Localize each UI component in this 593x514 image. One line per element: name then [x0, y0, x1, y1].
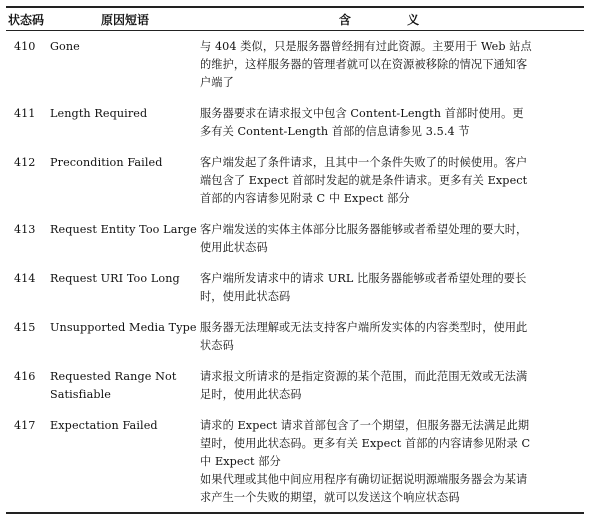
table-row — [6, 363, 584, 412]
meaning-line: 多有关 Content-Length 首部的信息请参见 3.5.4 节 — [200, 125, 470, 138]
table-row — [6, 314, 584, 363]
status-code-cell: 414 — [14, 272, 36, 285]
status-code-cell: 412 — [14, 156, 36, 169]
meaning-line: 足时，使用此状态码 — [200, 388, 302, 401]
meaning-line: 端包含了 Expect 首部时发起的就是条件请求。更多有关 Expect — [200, 174, 528, 187]
meaning-line: 时，使用此状态码 — [200, 290, 291, 303]
meaning-cell — [200, 216, 584, 265]
table-row — [6, 265, 584, 314]
status-code-cell: 416 — [14, 370, 36, 383]
reason-phrase-line: Requested Range Not — [50, 370, 177, 383]
meaning-line: 请求的 Expect 请求首部包含了一个期望，但服务器无法满足此期 — [200, 419, 530, 432]
reason-phrase-line: Satisfiable — [50, 388, 111, 401]
meaning-line: 客户端所发请求中的请求 URL 比服务器能够或者希望处理的要长 — [200, 272, 527, 285]
status-code-cell: 411 — [14, 107, 36, 120]
meaning-cell — [200, 31, 584, 101]
reason-phrase-line: Length Required — [50, 107, 148, 120]
meaning-cell — [200, 314, 584, 363]
meaning-line: 户端了 — [200, 76, 234, 89]
status-code-cell: 415 — [14, 321, 36, 334]
reason-phrase-line: Precondition Failed — [50, 156, 163, 169]
reason-phrase-line: Request URI Too Long — [50, 272, 180, 285]
header-meaning: 含 义 — [200, 7, 584, 31]
meaning-line: 客户端发送的实体主体部分比服务器能够或者希望处理的要大时， — [200, 223, 528, 236]
meaning-line: 如果代理或其他中间应用程序有确切证据说明源端服务器会为某请 — [200, 473, 528, 486]
status-code-cell: 410 — [14, 40, 36, 53]
meaning-cell — [200, 412, 584, 513]
status-code-table — [6, 6, 584, 514]
meaning-cell — [200, 363, 584, 412]
reason-phrase-cell — [50, 216, 200, 265]
status-code-cell: 413 — [14, 223, 36, 236]
reason-phrase-cell — [50, 265, 200, 314]
meaning-line: 请求报文所请求的是指定资源的某个范围，而此范围无效或无法满 — [200, 370, 528, 383]
meaning-line: 的维护，这样服务器的管理者就可以在资源被移除的情况下通知客 — [200, 58, 528, 71]
meaning-cell — [200, 100, 584, 149]
header-reason-phrase: 原因短语 — [50, 7, 200, 31]
table-row — [6, 31, 584, 101]
meaning-line: 服务器要求在请求报文中包含 Content-Length 首部时使用。更 — [200, 107, 524, 120]
reason-phrase-cell — [50, 314, 200, 363]
meaning-line: 服务器无法理解或无法支持客户端所发实体的内容类型时，使用此 — [200, 321, 528, 334]
meaning-line: 望时，使用此状态码。更多有关 Expect 首部的内容请参见附录 C — [200, 437, 531, 450]
meaning-line: 求产生一个失败的期望，就可以发送这个响应状态码 — [200, 491, 460, 504]
table-row — [6, 216, 584, 265]
meaning-line: 状态码 — [200, 339, 234, 352]
meaning-line: 使用此状态码 — [200, 241, 268, 254]
table-row — [6, 100, 584, 149]
table-row — [6, 149, 584, 216]
table-row — [6, 412, 584, 513]
header-status-code: 状态码 — [6, 7, 50, 31]
reason-phrase-cell — [50, 412, 200, 513]
meaning-line: 与 404 类似，只是服务器曾经拥有过此资源。主要用于 Web 站点 — [200, 40, 532, 53]
reason-phrase-line: Request Entity Too Large — [50, 223, 197, 236]
meaning-cell — [200, 265, 584, 314]
reason-phrase-cell — [50, 149, 200, 216]
meaning-line: 客户端发起了条件请求，且其中一个条件失败了的时候使用。客户 — [200, 156, 528, 169]
reason-phrase-cell — [50, 363, 200, 412]
meaning-line: 首部的内容请参见附录 C 中 Expect 部分 — [200, 192, 410, 205]
table-header-row — [6, 7, 584, 31]
reason-phrase-line: Unsupported Media Type — [50, 321, 197, 334]
reason-phrase-cell — [50, 100, 200, 149]
status-code-cell: 417 — [6, 412, 50, 513]
reason-phrase-line: Expectation Failed — [50, 419, 158, 432]
meaning-line: 中 Expect 部分 — [200, 455, 281, 468]
reason-phrase-line: Gone — [50, 40, 80, 53]
reason-phrase-cell — [50, 31, 200, 101]
meaning-cell — [200, 149, 584, 216]
